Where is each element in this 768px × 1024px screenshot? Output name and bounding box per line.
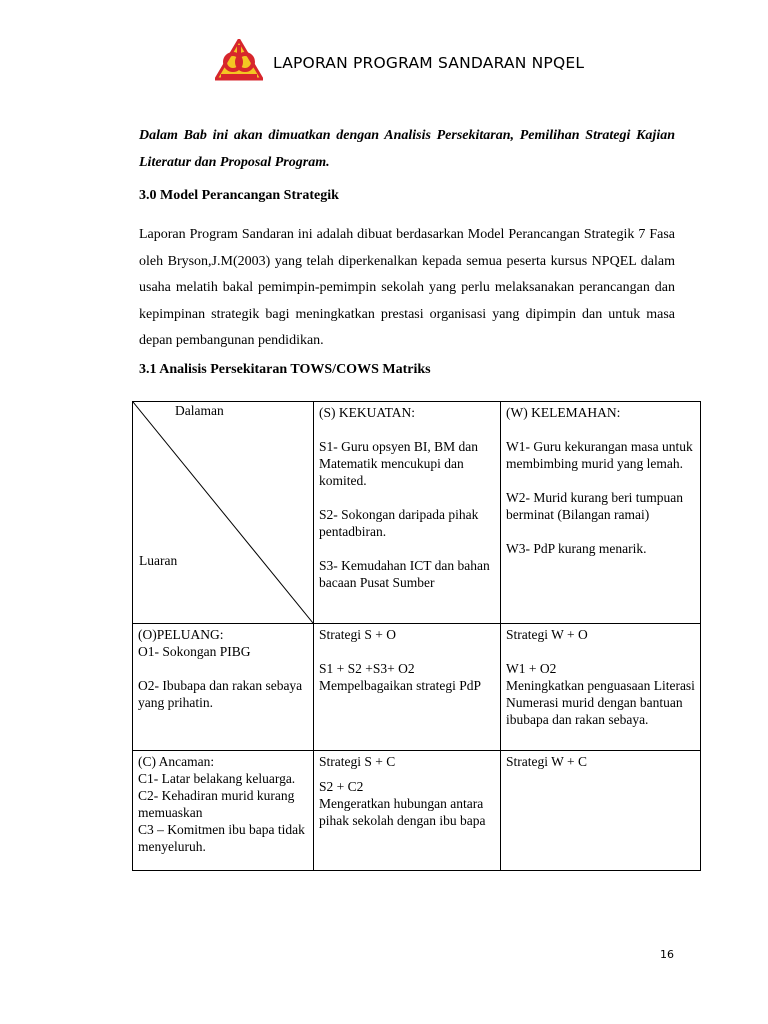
corner-label-luaran: Luaran	[139, 553, 178, 568]
opportunities-cell	[133, 624, 314, 751]
strategy-sc-combo: S2 + C2	[319, 779, 364, 794]
strength-s2: S2- Sokongan daripada pihak pentadbiran.	[319, 507, 479, 539]
strength-s3: S3- Kemudahan ICT dan bahan bacaan Pusat Sumber	[319, 558, 490, 590]
weakness-w1: W1- Guru kekurangan masa untuk membimbing murid yang lemah.	[506, 439, 693, 471]
tows-matrix-table	[132, 401, 701, 871]
threat-c3: C3 – Komitmen ibu bapa tidak menyeluruh.	[138, 822, 305, 854]
weaknesses-cell	[501, 402, 701, 624]
weakness-w3: W3- PdP kurang menarik.	[506, 541, 647, 556]
section-paragraph-3-0: Laporan Program Sandaran ini adalah dibuat berdasarkan Model Perancangan Strategik 7 Fasa oleh Bryson,J.M(2003) yang telah diperkenalkan kepada semua peserta kursus NPQEL dalam usaha melatih bakal pemimpin-pemimpin sekolah yang perlu melaksanakan perancangan dan kepimpinan strategik bagi meningkatkan prestasi organisasi yang dipimpin dan untuk masa depan pembangunan pendidikan.	[139, 227, 675, 348]
strength-s1: S1- Guru opsyen BI, BM dan Matematik mencukupi dan komited.	[319, 439, 478, 488]
page-number: 16	[660, 948, 674, 961]
strategy-so-title: Strategi S + O	[319, 627, 396, 642]
opportunity-o2: O2- Ibubapa dan rakan sebaya yang prihatin.	[138, 678, 303, 710]
chapter-intro: Dalam Bab ini akan dimuatkan dengan Analisis Persekitaran, Pemilihan Strategi Kajian Literatur dan Proposal Program.	[139, 128, 675, 170]
strengths-heading: (S) KEKUATAN:	[319, 405, 416, 420]
strategy-sc-cell	[314, 751, 501, 871]
school-logo	[215, 39, 263, 83]
header-title: LAPORAN PROGRAM SANDARAN NPQEL	[273, 54, 585, 72]
strategy-wo-combo: W1 + O2	[506, 661, 557, 676]
section-heading-3-1: 3.1 Analisis Persekitaran TOWS/COWS Matriks	[139, 362, 431, 377]
table-row	[133, 402, 701, 624]
strategy-so-text: Mempelbagaikan strategi PdP	[319, 678, 481, 693]
weakness-w2: W2- Murid kurang beri tumpuan berminat (Bilangan ramai)	[506, 490, 683, 522]
threat-c1: C1- Latar belakang keluarga.	[138, 771, 296, 786]
strategy-sc-text: Mengeratkan hubungan antara pihak sekolah dengan ibu bapa	[319, 796, 486, 828]
diagonal-divider	[133, 402, 313, 623]
table-row	[133, 624, 701, 751]
threats-cell	[133, 751, 314, 871]
strategy-sc-title: Strategi S + C	[319, 754, 396, 769]
opportunities-heading: (O)PELUANG:	[138, 627, 224, 642]
strategy-wc-cell	[501, 751, 701, 871]
threat-c2: C2- Kehadiran murid kurang memuaskan	[138, 788, 295, 820]
strategy-wo-text: Meningkatkan penguasaan Literasi Numerasi murid dengan bantuan ibubapa dan rakan sebaya.	[506, 678, 695, 727]
opportunity-o1: O1- Sokongan PIBG	[138, 644, 251, 659]
strategy-wc-title: Strategi W + C	[506, 754, 587, 769]
strategy-wo-title: Strategi W + O	[506, 627, 588, 642]
table-row	[133, 751, 701, 871]
strategy-so-cell	[314, 624, 501, 751]
corner-label-dalaman: Dalaman	[175, 403, 224, 418]
page-header	[215, 38, 584, 84]
matrix-corner-cell	[133, 402, 314, 624]
strategy-so-combo: S1 + S2 +S3+ O2	[319, 661, 415, 676]
weaknesses-heading: (W) KELEMAHAN:	[506, 405, 621, 420]
strengths-cell	[314, 402, 501, 624]
strategy-wo-cell	[501, 624, 701, 751]
threats-heading: (C) Ancaman:	[138, 754, 215, 769]
section-heading-3-0: 3.0 Model Perancangan Strategik	[139, 188, 339, 203]
